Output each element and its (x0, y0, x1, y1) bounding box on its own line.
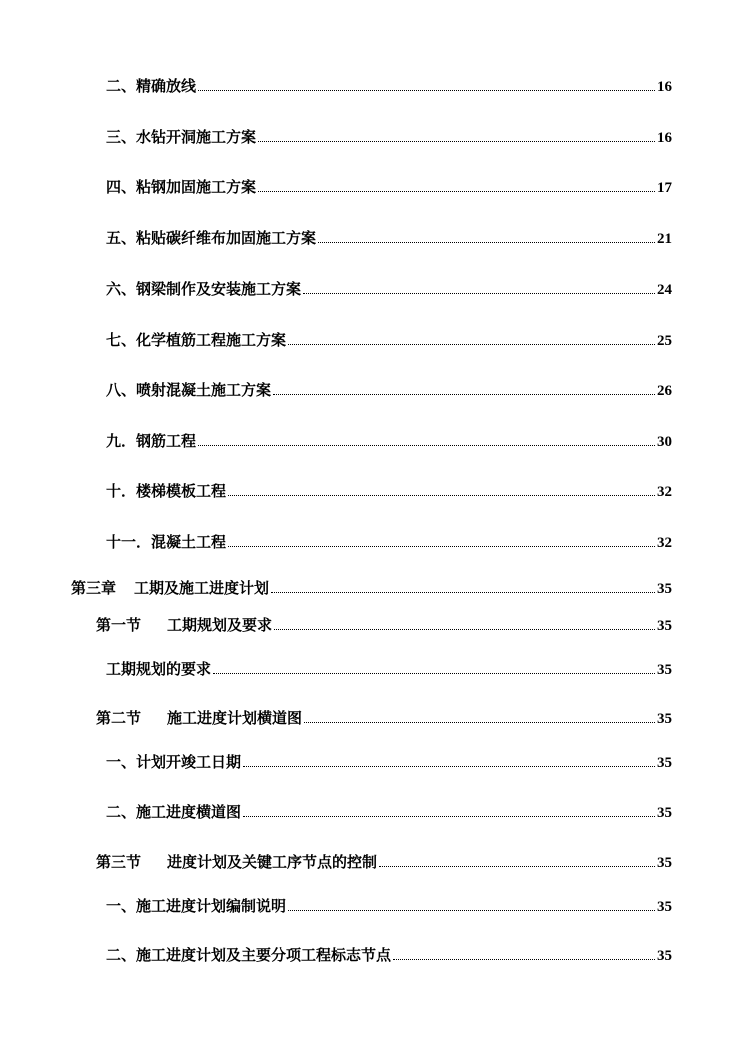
toc-page-number: 35 (657, 948, 672, 964)
toc-section-entry[interactable] (96, 615, 672, 636)
toc-entry[interactable] (106, 802, 672, 823)
toc-page-number: 17 (657, 180, 672, 196)
toc-leader-dots (304, 721, 655, 723)
toc-entry[interactable] (106, 127, 672, 148)
toc-entry[interactable] (106, 945, 672, 966)
toc-leader-dots (228, 494, 655, 496)
toc-leader-dots (393, 958, 655, 960)
toc-entry[interactable] (106, 76, 672, 97)
toc-leader-dots (379, 865, 655, 867)
toc-leader-dots (258, 140, 655, 142)
section-number: 第三节 (96, 853, 142, 871)
toc-entry[interactable] (106, 659, 672, 680)
toc-entry-title: 十一．混凝土工程 (106, 533, 227, 551)
toc-entry-title: 六、钢梁制作及安装施工方案 (106, 280, 302, 298)
toc-page-number: 32 (657, 535, 672, 551)
toc-entry-title: 七、化学植筋工程施工方案 (106, 331, 287, 349)
section-title: 进度计划及关键工序节点的控制 (167, 853, 378, 871)
section-title: 工期规划及要求 (167, 616, 273, 634)
toc-page-number: 35 (657, 855, 672, 871)
toc-entry-title (96, 708, 302, 728)
toc-page-number: 32 (657, 484, 672, 500)
toc-page-number: 26 (657, 383, 672, 399)
toc-entry-title: 九．钢筋工程 (106, 432, 197, 450)
toc-entry-title: 五、粘贴碳纤维布加固施工方案 (106, 229, 317, 247)
toc-page-number: 25 (657, 333, 672, 349)
chapter-number: 第三章 (71, 579, 117, 597)
toc-entry-title (96, 615, 272, 635)
toc-entry-title: 二、精确放线 (106, 77, 197, 95)
toc-entry[interactable] (106, 279, 672, 300)
toc-entry-title (96, 852, 377, 872)
toc-page-number: 16 (657, 130, 672, 146)
toc-entry-title: 工期规划的要求 (106, 660, 212, 678)
toc-entry[interactable] (106, 752, 672, 773)
toc-leader-dots (258, 190, 655, 192)
toc-page-number: 21 (657, 231, 672, 247)
toc-leader-dots (198, 444, 655, 446)
toc-entry[interactable] (106, 228, 672, 249)
toc-leader-dots (274, 628, 655, 630)
toc-leader-dots (288, 343, 655, 345)
toc-leader-dots (273, 393, 655, 395)
toc-leader-dots (288, 909, 655, 911)
toc-entry-title: 四、粘钢加固施工方案 (106, 178, 257, 196)
toc-leader-dots (243, 815, 655, 817)
toc-entry-title: 一、计划开竣工日期 (106, 753, 242, 771)
section-number: 第一节 (96, 616, 142, 634)
toc-chapter-entry[interactable] (71, 578, 672, 599)
toc-entry[interactable] (106, 431, 672, 452)
toc-entry-title: 八、喷射混凝土施工方案 (106, 381, 272, 399)
toc-entry-title: 十．楼梯模板工程 (106, 482, 227, 500)
toc-leader-dots (271, 591, 655, 593)
toc-leader-dots (198, 89, 655, 91)
toc-entry[interactable] (106, 380, 672, 401)
section-title: 施工进度计划横道图 (167, 709, 303, 727)
toc-entry[interactable] (106, 896, 672, 917)
toc-leader-dots (213, 672, 655, 674)
toc-entry-title: 二、施工进度横道图 (106, 803, 242, 821)
toc-entry[interactable] (106, 177, 672, 198)
toc-page-number: 35 (657, 899, 672, 915)
toc-entry[interactable] (106, 330, 672, 351)
toc-page-number: 35 (657, 755, 672, 771)
toc-section-entry[interactable] (96, 852, 672, 873)
toc-page-number: 35 (657, 618, 672, 634)
toc-page-number: 35 (657, 662, 672, 678)
chapter-title: 工期及施工进度计划 (134, 579, 270, 597)
toc-entry[interactable] (106, 532, 672, 553)
toc-page-number: 16 (657, 79, 672, 95)
toc-leader-dots (318, 241, 655, 243)
toc-page-number: 24 (657, 282, 672, 298)
toc-entry-title: 三、水钻开洞施工方案 (106, 128, 257, 146)
toc-leader-dots (243, 765, 655, 767)
toc-leader-dots (228, 545, 655, 547)
toc-section-entry[interactable] (96, 708, 672, 729)
toc-entry[interactable] (106, 481, 672, 502)
toc-page-number: 35 (657, 581, 672, 597)
toc-leader-dots (303, 292, 655, 294)
toc-entry-title: 一、施工进度计划编制说明 (106, 897, 287, 915)
toc-page-number: 35 (657, 711, 672, 727)
toc-entry-title: 二、施工进度计划及主要分项工程标志节点 (106, 946, 392, 964)
section-number: 第二节 (96, 709, 142, 727)
toc-page-number: 30 (657, 434, 672, 450)
toc-entry-title (71, 578, 269, 598)
toc-page-number: 35 (657, 805, 672, 821)
